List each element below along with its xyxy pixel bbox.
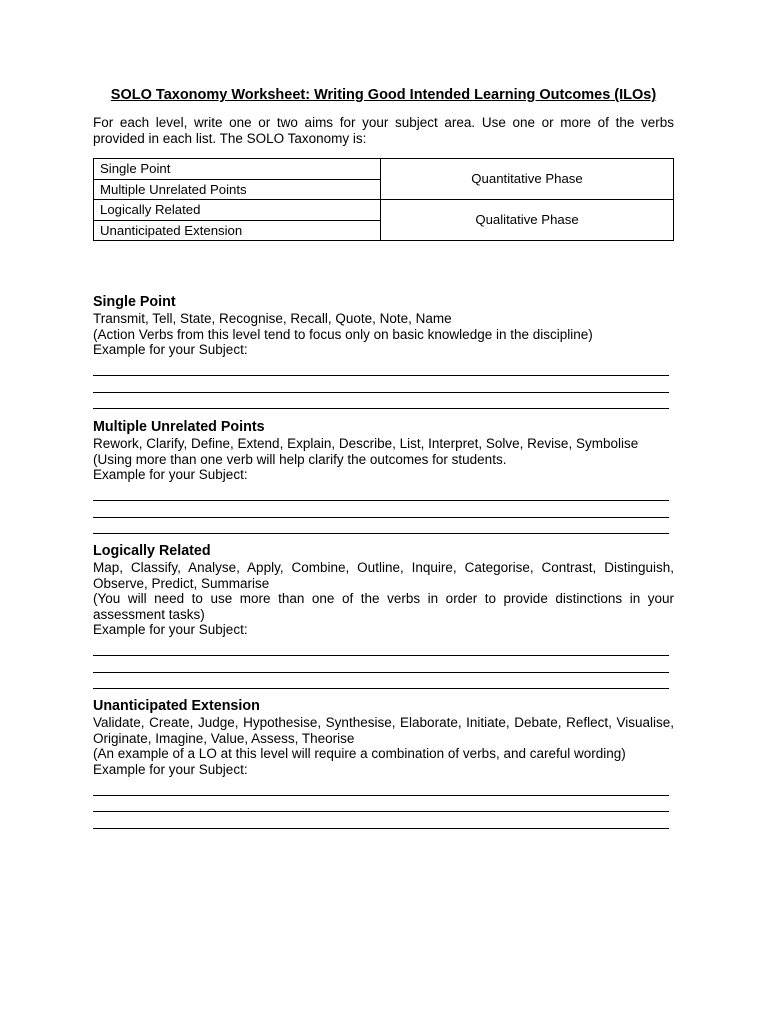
answer-line[interactable] <box>93 393 669 410</box>
solo-taxonomy-table <box>93 158 674 241</box>
answer-lines <box>93 779 674 829</box>
section-prompt: Example for your Subject: <box>93 467 248 482</box>
level-cell: Unanticipated Extension <box>94 220 381 241</box>
answer-line[interactable] <box>93 376 669 393</box>
section-note: (An example of a LO at this level will require a combination of verbs, and careful wording) <box>93 746 626 761</box>
section-prompt: Example for your Subject: <box>93 342 248 357</box>
section-heading: Unanticipated Extension <box>93 698 260 714</box>
answer-line[interactable] <box>93 360 669 377</box>
answer-line[interactable] <box>93 518 669 535</box>
section-unanticipated-extension <box>93 698 674 829</box>
level-cell: Logically Related <box>94 200 381 221</box>
answer-line[interactable] <box>93 796 669 813</box>
answer-line[interactable] <box>93 485 669 502</box>
section-multiple-unrelated-points <box>93 419 674 534</box>
answer-lines <box>93 360 674 410</box>
answer-line[interactable] <box>93 779 669 796</box>
section-heading: Multiple Unrelated Points <box>93 419 265 435</box>
section-prompt: Example for your Subject: <box>93 761 248 777</box>
section-prompt: Example for your Subject: <box>93 622 248 637</box>
table-row <box>94 200 674 221</box>
answer-line[interactable] <box>93 656 669 673</box>
section-verbs: Transmit, Tell, State, Recognise, Recall, Quote, Note, Name <box>93 311 452 326</box>
section-verbs: Rework, Clarify, Define, Extend, Explain, Describe, List, Interpret, Solve, Revise, Symbolise <box>93 436 639 451</box>
section-verbs: Map, Classify, Analyse, Apply, Combine, Outline, Inquire, Categorise, Contrast, Distinguish, Observe, Predict, Summarise <box>93 560 674 591</box>
answer-line[interactable] <box>93 501 669 518</box>
section-note: (Action Verbs from this level tend to focus only on basic knowledge in the discipline) <box>93 326 593 342</box>
level-cell: Multiple Unrelated Points <box>94 179 381 200</box>
answer-line[interactable] <box>93 640 669 657</box>
answer-line[interactable] <box>93 673 669 690</box>
section-heading: Single Point <box>93 294 176 310</box>
worksheet-page <box>93 86 674 777</box>
answer-line[interactable] <box>93 812 669 829</box>
phase-cell: Qualitative Phase <box>381 200 674 241</box>
section-note: (You will need to use more than one of the verbs in order to provide distinctions in your assessment tasks) <box>93 591 674 622</box>
phase-cell: Quantitative Phase <box>381 159 674 200</box>
section-heading: Logically Related <box>93 543 211 559</box>
table-row <box>94 159 674 180</box>
section-single-point <box>93 294 674 409</box>
answer-lines <box>93 485 674 535</box>
answer-lines <box>93 640 674 690</box>
intro-text: For each level, write one or two aims for your subject area. Use one or more of the verbs provided in each list. The SOLO Taxonomy is: <box>93 115 674 146</box>
section-note: (Using more than one verb will help clarify the outcomes for students. <box>93 451 507 467</box>
section-logically-related <box>93 543 674 689</box>
level-cell: Single Point <box>94 159 381 180</box>
page-title: SOLO Taxonomy Worksheet: Writing Good Intended Learning Outcomes (ILOs) <box>110 87 657 103</box>
section-verbs: Validate, Create, Judge, Hypothesise, Synthesise, Elaborate, Initiate, Debate, Reflect, Visualise, Originate, Imagine, Value, Assess, Theorise <box>93 715 674 746</box>
